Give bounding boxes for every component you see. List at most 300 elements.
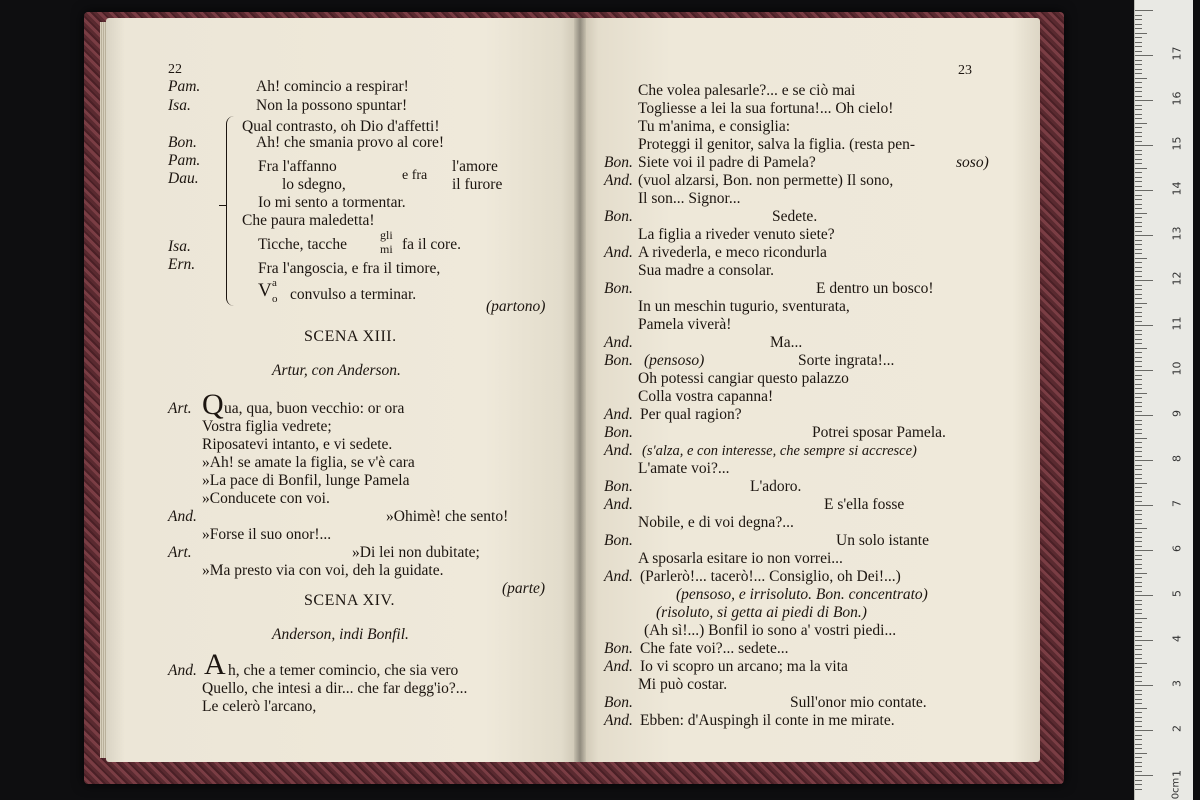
ruler-tick [1135, 357, 1142, 358]
ruler-tick [1135, 451, 1142, 452]
ruler-tick [1135, 100, 1153, 101]
ruler-number: 7 [1170, 500, 1184, 507]
ruler-tick [1135, 159, 1142, 160]
ruler-tick [1135, 541, 1142, 542]
verse-line: Sull'onor mio contate. [790, 694, 927, 711]
ruler-number: 17 [1170, 46, 1184, 61]
ruler-number: 15 [1170, 136, 1184, 151]
ruler-tick [1135, 132, 1142, 133]
ruler-tick [1135, 789, 1142, 790]
speaker-label: Isa. [168, 238, 191, 255]
ruler-tick [1135, 586, 1142, 587]
ruler-tick [1135, 564, 1142, 565]
ruler-tick [1135, 294, 1142, 295]
ruler-tick [1135, 762, 1142, 763]
ruler-tick [1135, 186, 1142, 187]
ruler-tick [1135, 366, 1142, 367]
speaker-label: And. [604, 172, 633, 189]
ruler-number: 6 [1170, 545, 1184, 552]
scene-heading: SCENA XIII. [304, 328, 397, 345]
verse-line: Sorte ingrata!... [798, 352, 895, 369]
ruler-tick [1135, 33, 1147, 34]
ruler-tick [1135, 577, 1142, 578]
speaker-label: And. [604, 442, 633, 459]
speaker-label: Bon. [604, 694, 633, 711]
ruler-tick [1135, 420, 1142, 421]
verse-line: Non la possono spuntar! [256, 97, 408, 114]
ruler-tick [1135, 24, 1142, 25]
ruler-number: 11 [1170, 316, 1184, 331]
ruler-tick [1135, 105, 1142, 106]
ruler-tick [1135, 478, 1142, 479]
ruler-tick [1135, 739, 1142, 740]
ruler-tick [1135, 721, 1142, 722]
speaker-label: And. [604, 244, 633, 261]
ruler-tick [1135, 555, 1142, 556]
verse-line: A rivederla, e meco ricondurla [638, 244, 827, 261]
ruler-tick [1135, 204, 1142, 205]
ruler-tick [1135, 87, 1142, 88]
measuring-ruler [1134, 0, 1193, 800]
ruler-tick [1135, 235, 1153, 236]
speaker-label: Ern. [168, 256, 196, 273]
verse-line: Pamela viverà! [638, 316, 732, 333]
ruler-tick [1135, 667, 1142, 668]
ruler-tick [1135, 411, 1142, 412]
ruler-tick [1135, 276, 1142, 277]
ruler-tick [1135, 384, 1142, 385]
ruler-tick [1135, 325, 1153, 326]
ruler-tick [1135, 271, 1142, 272]
ruler-tick [1135, 217, 1142, 218]
verse-line: »La pace di Bonfil, lunge Pamela [202, 472, 410, 489]
ruler-tick [1135, 177, 1142, 178]
ruler-tick [1135, 73, 1142, 74]
ruler-tick [1135, 285, 1142, 286]
ruler-tick [1135, 307, 1142, 308]
verse-line: Io mi sento a tormentar. [258, 194, 406, 211]
ruler-tick [1135, 267, 1142, 268]
ruler-tick [1135, 717, 1142, 718]
verse-brace [226, 116, 237, 306]
ruler-tick [1135, 244, 1142, 245]
ruler-tick [1135, 609, 1142, 610]
ruler-tick [1135, 591, 1142, 592]
ruler-tick [1135, 474, 1142, 475]
ruler-tick [1135, 352, 1142, 353]
verse-line: In un meschin tugurio, sventurata, [638, 298, 850, 315]
verse-line: l'amore [452, 158, 498, 175]
ruler-tick [1135, 168, 1147, 169]
verse-line: Qual contrasto, oh Dio d'affetti! [242, 118, 440, 135]
verse-line: Che paura maledetta! [242, 212, 375, 229]
ruler-number: 9 [1170, 410, 1184, 417]
verse-line: (Parlerò!... tacerò!... Consiglio, oh Dei!...) [640, 568, 901, 585]
ruler-tick [1135, 388, 1142, 389]
ruler-tick [1135, 663, 1147, 664]
ruler-tick [1135, 748, 1142, 749]
verse-line: A sposarla esitare io non vorrei... [638, 550, 843, 567]
ruler-tick [1135, 694, 1142, 695]
ruler-tick [1135, 600, 1142, 601]
verse-line: Nobile, e di voi degna?... [638, 514, 794, 531]
ruler-tick [1135, 402, 1142, 403]
ruler-tick [1135, 262, 1142, 263]
verse-line: Ah! comincio a respirar! [256, 78, 409, 95]
verse-line: convulso a terminar. [290, 286, 417, 303]
ruler-tick [1135, 208, 1142, 209]
verse-line: mi [380, 242, 393, 256]
stage-direction: (pensoso) [644, 352, 705, 369]
ruler-number: 1 [1170, 770, 1184, 777]
ruler-tick [1135, 460, 1153, 461]
ruler-tick [1135, 438, 1147, 439]
ruler-tick [1135, 330, 1142, 331]
speaker-label: And. [604, 496, 633, 513]
ruler-tick [1135, 429, 1142, 430]
verse-line: fa il core. [402, 236, 461, 253]
ruler-tick [1135, 627, 1142, 628]
verse-line: gli [380, 228, 393, 242]
verse-line: Ah! che smania provo al core! [256, 134, 445, 151]
ruler-tick [1135, 735, 1142, 736]
verse-line: »Forse il suo onor!... [202, 526, 332, 543]
verse-line: Ma... [770, 334, 803, 351]
ruler-tick [1135, 726, 1142, 727]
verse-line: »Ohimè! che sento! [386, 508, 509, 525]
speaker-label: Bon. [604, 640, 633, 657]
speaker-label: Bon. [604, 352, 633, 369]
verse-line: Quello, che intesi a dir... che far degg'io?... [202, 680, 468, 697]
speaker-label: And. [604, 406, 633, 423]
ruler-tick [1135, 775, 1153, 776]
ruler-tick [1135, 640, 1153, 641]
verse-line: Oh potessi cangiar questo palazzo [638, 370, 849, 387]
ruler-number: 12 [1170, 271, 1184, 286]
speaker-label: And. [168, 508, 197, 525]
ruler-tick [1135, 487, 1142, 488]
speaker-label: And. [604, 568, 633, 585]
ruler-tick [1135, 280, 1153, 281]
verse-line: h, che a temer comincio, che sia vero [228, 662, 459, 679]
ruler-tick [1135, 415, 1153, 416]
ruler-tick [1135, 339, 1142, 340]
verse-line: lo sdegno, [282, 176, 346, 193]
verse-line: Colla vostra capanna! [638, 388, 774, 405]
ruler-tick [1135, 82, 1142, 83]
ruler-tick [1135, 123, 1147, 124]
stage-direction: soso) [956, 154, 989, 171]
ruler-tick [1135, 681, 1142, 682]
right-page [580, 18, 1040, 762]
verse-line: »Conducete con voi. [202, 490, 330, 507]
ruler-number: 16 [1170, 91, 1184, 106]
ruler-tick [1135, 658, 1142, 659]
speaker-label: Bon. [604, 280, 633, 297]
ruler-tick [1135, 546, 1142, 547]
verse-line: Proteggi il genitor, salva la figlia. (resta pen- [638, 136, 916, 153]
ruler-tick [1135, 154, 1142, 155]
page-number: 23 [958, 63, 972, 78]
ruler-tick [1135, 523, 1142, 524]
ruler-tick [1135, 568, 1142, 569]
book-gutter [574, 18, 586, 762]
speaker-label: Art. [168, 400, 192, 417]
speaker-label: Bon. [604, 478, 633, 495]
verse-line: Siete voi il padre di Pamela? [638, 154, 816, 171]
ruler-tick [1135, 190, 1153, 191]
ruler-tick [1135, 226, 1142, 227]
verse-line: Fra l'affanno [258, 158, 337, 175]
stage-direction: (s'alza, e con interesse, che sempre si accresce) [642, 443, 917, 459]
ruler-tick [1135, 145, 1153, 146]
ruler-tick [1135, 60, 1142, 61]
ruler-tick [1135, 19, 1142, 20]
verse-line: La figlia a riveder venuto siete? [638, 226, 835, 243]
ruler-tick [1135, 303, 1147, 304]
ruler-tick [1135, 91, 1142, 92]
ruler-tick [1135, 361, 1142, 362]
ruler-tick [1135, 766, 1142, 767]
verse-line: Mi può costar. [638, 676, 728, 693]
drop-capital: A [204, 648, 226, 681]
ruler-tick [1135, 771, 1142, 772]
verse-line: »Di lei non dubitate; [352, 544, 480, 561]
ruler-tick [1135, 114, 1142, 115]
speaker-label: Bon. [168, 134, 197, 151]
ruler-tick [1135, 42, 1142, 43]
ruler-tick [1135, 109, 1142, 110]
ruler-tick [1135, 469, 1142, 470]
ruler-tick [1135, 163, 1142, 164]
verse-line: V [258, 280, 272, 301]
ruler-tick [1135, 136, 1142, 137]
ruler-tick [1135, 51, 1142, 52]
ruler-tick [1135, 334, 1142, 335]
ruler-tick [1135, 573, 1147, 574]
ruler-tick [1135, 753, 1147, 754]
ruler-tick [1135, 28, 1142, 29]
speaker-label: Art. [168, 544, 192, 561]
verse-line: (Ah sì!...) Bonfil io sono a' vostri piedi... [644, 622, 897, 639]
ruler-tick [1135, 483, 1147, 484]
ruler-tick [1135, 622, 1142, 623]
ruler-tick [1135, 172, 1142, 173]
verse-line: Riposatevi intanto, e vi sedete. [202, 436, 393, 453]
ruler-tick [1135, 127, 1142, 128]
verse-line: il furore [452, 176, 503, 193]
ruler-tick [1135, 496, 1142, 497]
stage-direction: (partono) [486, 298, 546, 315]
ruler-tick [1135, 406, 1142, 407]
ruler-tick [1135, 699, 1142, 700]
ruler-tick [1135, 780, 1142, 781]
stage-direction: (parte) [502, 580, 546, 597]
ruler-tick [1135, 505, 1153, 506]
ruler-tick [1135, 631, 1142, 632]
ruler-tick [1135, 532, 1142, 533]
speaker-label: And. [604, 334, 633, 351]
ruler-tick [1135, 676, 1142, 677]
ruler-tick [1135, 348, 1147, 349]
verse-line: Io vi scopro un arcano; ma la vita [640, 658, 848, 675]
ruler-tick [1135, 613, 1142, 614]
speaker-label: Pam. [168, 78, 201, 95]
ruler-tick [1135, 370, 1153, 371]
ruler-tick [1135, 645, 1142, 646]
ruler-tick [1135, 447, 1142, 448]
ruler-tick [1135, 64, 1142, 65]
ruler-tick [1135, 690, 1142, 691]
ruler-tick [1135, 465, 1142, 466]
ruler-tick [1135, 708, 1147, 709]
verse-line: Potrei sposar Pamela. [812, 424, 946, 441]
ruler-tick [1135, 784, 1142, 785]
ruler-tick [1135, 442, 1142, 443]
verse-line: Il son... Signor... [638, 190, 741, 207]
ruler-tick [1135, 510, 1142, 511]
verse-line: E s'ella fosse [824, 496, 905, 513]
ruler-number: 13 [1170, 226, 1184, 241]
ruler-tick [1135, 492, 1142, 493]
ruler-tick [1135, 15, 1142, 16]
verse-line: Che volea palesarle?... e se ciò mai [638, 82, 856, 99]
ruler-unit: 0cm [1170, 777, 1182, 800]
ruler-tick [1135, 559, 1142, 560]
ruler-tick [1135, 37, 1142, 38]
ruler-tick [1135, 10, 1153, 11]
ruler-number: 8 [1170, 455, 1184, 462]
ruler-tick [1135, 519, 1142, 520]
ruler-tick [1135, 514, 1142, 515]
ruler-tick [1135, 249, 1142, 250]
ruler-tick [1135, 258, 1147, 259]
verse-line: Fra l'angoscia, e fra il timore, [258, 260, 441, 277]
ruler-tick [1135, 744, 1142, 745]
ruler-tick [1135, 321, 1142, 322]
ruler-tick [1135, 375, 1142, 376]
verse-brace-point [219, 205, 227, 207]
ruler-tick [1135, 240, 1142, 241]
ruler-tick [1135, 604, 1142, 605]
scene-heading: SCENA XIV. [304, 592, 395, 609]
ruler-tick [1135, 46, 1142, 47]
ruler-tick [1135, 501, 1142, 502]
verse-line: Vostra figlia vedrete; [202, 418, 332, 435]
verse-line: »Ah! se amate la figlia, se v'è cara [202, 454, 415, 471]
ruler-tick [1135, 78, 1147, 79]
ruler-tick [1135, 537, 1142, 538]
ruler-tick [1135, 730, 1153, 731]
ruler-tick [1135, 312, 1142, 313]
ruler-number: 4 [1170, 635, 1184, 642]
ruler-tick [1135, 703, 1142, 704]
ruler-tick [1135, 379, 1142, 380]
verse-line: L'adoro. [750, 478, 802, 495]
verse-line: a [272, 277, 277, 289]
ruler-tick [1135, 649, 1142, 650]
ruler-tick [1135, 181, 1142, 182]
speaker-label: And. [604, 658, 633, 675]
ruler-tick [1135, 289, 1142, 290]
ruler-tick [1135, 397, 1142, 398]
verse-line: Tu m'anima, e consiglia: [638, 118, 791, 135]
verse-line: Ticche, tacche [258, 236, 347, 253]
drop-capital: Q [202, 388, 224, 421]
ruler-number: 5 [1170, 590, 1184, 597]
ruler-tick [1135, 595, 1153, 596]
ruler-tick [1135, 118, 1142, 119]
ruler-tick [1135, 712, 1142, 713]
ruler-tick [1135, 550, 1153, 551]
verse-line: Che fate voi?... sedete... [640, 640, 789, 657]
verse-line: Per qual ragion? [640, 406, 742, 423]
ruler-tick [1135, 231, 1142, 232]
ruler-tick [1135, 141, 1142, 142]
ruler-tick [1135, 393, 1147, 394]
ruler-tick [1135, 222, 1142, 223]
ruler-number: 10 [1170, 361, 1184, 376]
verse-line: o [272, 293, 278, 305]
verse-line: (vuol alzarsi, Bon. non permette) Il sono, [638, 172, 894, 189]
ruler-tick [1135, 672, 1142, 673]
speaker-label: Pam. [168, 152, 201, 169]
ruler-tick [1135, 199, 1142, 200]
speaker-label: Bon. [604, 424, 633, 441]
verse-line: Sedete. [772, 208, 818, 225]
ruler-tick [1135, 69, 1142, 70]
verse-line: e fra [402, 168, 428, 183]
ruler-tick [1135, 316, 1142, 317]
scene-subtitle: Artur, con Anderson. [272, 362, 401, 379]
verse-line: »Ma presto via con voi, deh la guidate. [202, 562, 444, 579]
stage-direction: (risoluto, si getta ai piedi di Bon.) [656, 604, 867, 621]
ruler-tick [1135, 253, 1142, 254]
verse-line: Le celerò l'arcano, [202, 698, 317, 715]
verse-line: L'amate voi?... [638, 460, 730, 477]
ruler-number: 14 [1170, 181, 1184, 196]
ruler-tick [1135, 757, 1142, 758]
ruler-tick [1135, 298, 1142, 299]
verse-line: Un solo istante [836, 532, 929, 549]
stage-direction: (pensoso, e irrisoluto. Bon. concentrato) [676, 586, 928, 603]
ruler-number: 2 [1170, 725, 1184, 732]
speaker-label: And. [168, 662, 197, 679]
speaker-label: Bon. [604, 154, 633, 171]
ruler-tick [1135, 618, 1147, 619]
ruler-tick [1135, 636, 1142, 637]
ruler-tick [1135, 654, 1142, 655]
verse-line: Ebben: d'Auspingh il conte in me mirate. [640, 712, 895, 729]
scene-subtitle: Anderson, indi Bonfil. [272, 626, 409, 643]
ruler-tick [1135, 55, 1153, 56]
ruler-tick [1135, 195, 1142, 196]
ruler-tick [1135, 456, 1142, 457]
speaker-label: Bon. [604, 208, 633, 225]
speaker-label: Bon. [604, 532, 633, 549]
ruler-tick [1135, 685, 1153, 686]
ruler-tick [1135, 213, 1147, 214]
ruler-tick [1135, 343, 1142, 344]
verse-line: E dentro un bosco! [816, 280, 934, 297]
ruler-tick [1135, 424, 1142, 425]
left-page [106, 18, 580, 762]
ruler-number: 3 [1170, 680, 1184, 687]
speaker-label: Dau. [168, 170, 199, 187]
verse-line: ua, qua, buon vecchio: or ora [224, 400, 405, 417]
ruler-tick [1135, 528, 1147, 529]
page-number: 22 [168, 62, 182, 77]
